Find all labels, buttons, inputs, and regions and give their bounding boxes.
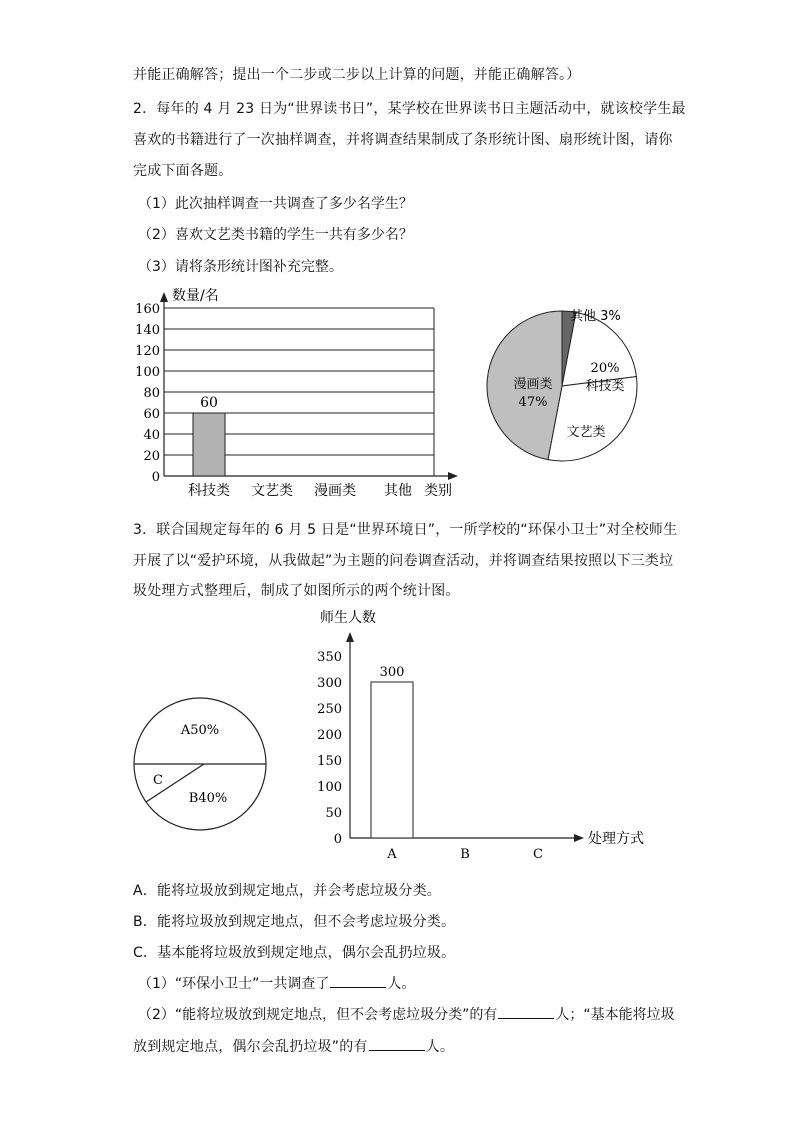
books-pie-chart: [478, 300, 658, 480]
pie-label-c: C: [153, 773, 163, 788]
pie-label-comic-pct: 47%: [518, 395, 548, 410]
sub-2-text-d: 人。: [425, 1039, 455, 1055]
option-b: B．能将垃圾放到规定地点，但不会考虑垃圾分类。: [133, 914, 456, 930]
y-tick-label: 20: [143, 449, 160, 464]
y-tick-label: 0: [333, 832, 342, 847]
x-axis-title: 处理方式: [588, 831, 644, 847]
y-tick-label: 150: [317, 754, 342, 769]
bar: [371, 682, 413, 838]
question-3-line-3: 圾处理方式整理后，制成了如图所示的两个统计图。: [133, 583, 460, 599]
pie-label-b: B40%: [188, 791, 228, 806]
option-c: C．基本能将垃圾放到规定地点，偶尔会乱扔垃圾。: [133, 945, 456, 961]
y-tick-label: 300: [317, 676, 342, 691]
pie-label-comic-name: 漫画类: [513, 377, 553, 392]
x-axis-title: 类别: [424, 483, 452, 499]
trash-pie-chart: [128, 696, 278, 846]
pie-label-a: A50%: [180, 723, 220, 738]
y-axis-arrow: [160, 292, 168, 302]
x-tick-label: 其他: [384, 483, 412, 499]
sub-1-text-a: （1）“环保小卫士”一共调查了: [138, 976, 330, 992]
y-tick-label: 120: [135, 344, 160, 359]
question-3-line-1: 3．联合国规定每年的 6 月 5 日是“世界环境日”，一所学校的“环保小卫士”对全校师生: [133, 522, 678, 538]
text-line-continuation: 并能正确解答；提出一个二步或二步以上计算的问题，并能正确解答。）: [133, 67, 581, 83]
question-2-line-1: 2．每年的 4 月 23 日为“世界读书日”，某学校在世界读书日主题活动中，就该校学生最: [133, 101, 686, 117]
sub-2-text-b: 人；“基本能将垃圾: [555, 1007, 675, 1023]
option-a: A．能将垃圾放到规定地点，并会考虑垃圾分类。: [133, 883, 441, 899]
x-tick-label: C: [533, 847, 543, 862]
y-tick-label: 200: [317, 728, 342, 743]
x-axis-arrow: [574, 834, 584, 842]
y-tick-label: 160: [135, 302, 160, 317]
y-tick-label: 100: [317, 780, 342, 795]
pie-label-tech-pct: 20%: [590, 361, 620, 376]
x-tick-label: 科技类: [188, 483, 230, 499]
bar-value-label: 300: [379, 665, 405, 680]
question-3-sub-2: [138, 1004, 675, 1024]
y-tick-label: 100: [135, 365, 160, 380]
y-tick-label: 350: [317, 650, 342, 665]
sub-1-text-b: 人。: [387, 976, 416, 992]
y-axis-arrow: [346, 632, 354, 642]
question-3-sub-2-cont: [133, 1036, 454, 1056]
books-bar-chart: [128, 284, 468, 500]
answer-blank-total[interactable]: [330, 975, 386, 988]
answer-blank-b[interactable]: [498, 1006, 554, 1019]
y-tick-label: 40: [143, 428, 160, 443]
question-3-sub-1: [138, 973, 415, 993]
y-tick-label: 0: [151, 470, 160, 485]
x-tick-label: B: [460, 847, 470, 862]
question-2-sub-3: （3）请将条形统计图补充完整。: [138, 259, 343, 275]
pie-label-tech-name: 科技类: [585, 379, 625, 394]
question-2-line-2: 喜欢的书籍进行了一次抽样调查，并将调查结果制成了条形统计图、扇形统计图，请你: [133, 132, 673, 148]
y-axis-title: 数量/名: [172, 288, 219, 304]
question-2-line-3: 完成下面各题。: [133, 163, 233, 179]
x-tick-label: A: [387, 847, 397, 862]
y-tick-label: 50: [325, 806, 342, 821]
y-tick-label: 80: [143, 386, 160, 401]
sub-2-text-c: 放到规定地点，偶尔会乱扔垃圾”的有: [133, 1039, 368, 1055]
x-tick-label: 漫画类: [314, 483, 356, 499]
y-tick-label: 60: [143, 407, 160, 422]
trash-bar-chart: [310, 604, 656, 864]
x-tick-label: 文艺类: [251, 483, 293, 499]
bar: [193, 413, 225, 476]
question-3-line-2: 开展了以“爱护环境，从我做起”为主题的问卷调查活动，并将调查结果按照以下三类垃: [133, 553, 674, 569]
question-2-sub-1: （1）此次抽样调查一共调查了多少名学生？: [138, 196, 413, 212]
bar-value-label: 60: [200, 395, 218, 411]
pie-label-other: 其他 3%: [570, 309, 621, 324]
y-axis-title: 师生人数: [320, 610, 376, 626]
answer-blank-c[interactable]: [369, 1038, 425, 1051]
sub-2-text-a: （2）“能将垃圾放到规定地点，但不会考虑垃圾分类”的有: [138, 1007, 498, 1023]
question-2-sub-2: （2）喜欢文艺类书籍的学生一共有多少名？: [138, 227, 413, 243]
y-tick-label: 250: [317, 702, 342, 717]
y-tick-label: 140: [135, 323, 160, 338]
x-axis-arrow: [448, 472, 458, 480]
pie-label-arts: 文艺类: [566, 425, 606, 440]
